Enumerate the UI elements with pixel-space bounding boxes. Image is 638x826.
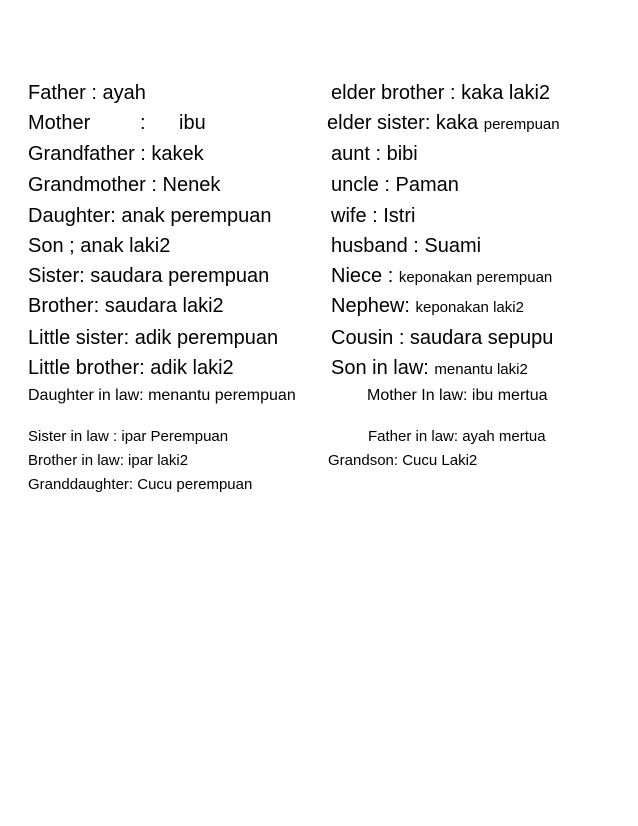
entry-daughter-in-law: Daughter in law: menantu perempuan — [28, 387, 296, 404]
entry-sister: Sister: saudara perempuan — [28, 265, 270, 287]
entry-mother-separator: : — [140, 112, 146, 134]
entry-daughter: Daughter: anak perempuan — [28, 205, 272, 227]
entry-sister-in-law: Sister in law : ipar Perempuan — [28, 428, 229, 445]
entry-grandfather: Grandfather : kakek — [28, 143, 204, 165]
entry-son-in-law-value: menantu laki2 — [434, 361, 528, 378]
entry-grandson: Grandson: Cucu Laki2 — [328, 452, 478, 469]
entry-elder-sister-term: elder sister: kaka — [327, 112, 479, 134]
entry-cousin: Cousin : saudara sepupu — [331, 327, 554, 349]
entry-brother-in-law: Brother in law: ipar laki2 — [28, 452, 189, 469]
entry-nephew-value: keponakan laki2 — [415, 299, 524, 316]
entry-little-sister: Little sister: adik perempuan — [28, 327, 279, 349]
entry-mother — [28, 112, 206, 134]
entry-niece-value: keponakan perempuan — [398, 269, 553, 286]
entry-brother: Brother: saudara laki2 — [28, 295, 224, 317]
entry-father-in-law: Father in law: ayah mertua — [368, 428, 546, 445]
entry-niece-term: Niece : — [331, 265, 394, 287]
entry-aunt: aunt : bibi — [331, 143, 418, 165]
entry-grandmother: Grandmother : Nenek — [28, 174, 221, 196]
entry-elder-sister-value: perempuan — [483, 116, 560, 133]
entry-nephew — [331, 296, 524, 316]
entry-son: Son ; anak laki2 — [28, 235, 171, 257]
entry-son-in-law-term: Son in law: — [331, 357, 429, 379]
entry-elder-brother: elder brother : kaka laki2 — [331, 82, 551, 104]
entry-mother-term: Mother — [28, 112, 91, 134]
entry-granddaughter: Granddaughter: Cucu perempuan — [28, 476, 253, 493]
entry-uncle: uncle : Paman — [331, 174, 459, 196]
entry-father: Father : ayah — [28, 82, 146, 104]
entry-wife: wife : Istri — [331, 205, 416, 227]
entry-nephew-term: Nephew: — [331, 295, 410, 317]
entry-mother-in-law: Mother In law: ibu mertua — [367, 387, 548, 404]
entry-son-in-law — [331, 358, 528, 378]
entry-mother-value: ibu — [179, 112, 206, 134]
entry-niece — [331, 266, 552, 286]
entry-elder-sister — [327, 113, 560, 133]
entry-husband: husband : Suami — [331, 235, 482, 257]
entry-little-brother: Little brother: adik laki2 — [28, 357, 234, 379]
